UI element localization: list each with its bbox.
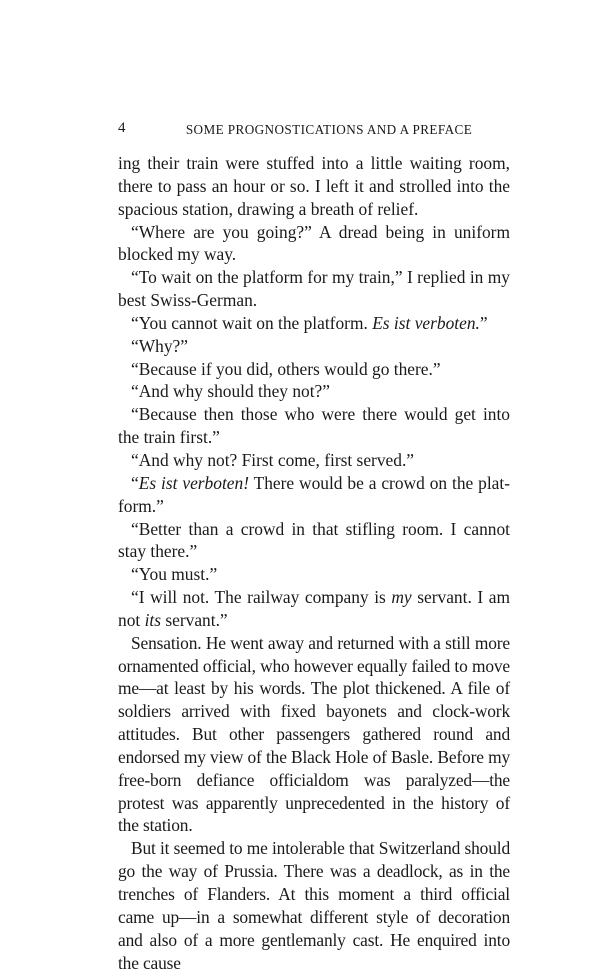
italic-phrase: Es ist verboten. <box>372 312 480 333</box>
paragraph: “And why should they not?” <box>131 381 330 402</box>
paragraph: “Why?” <box>131 335 188 356</box>
running-head: SOME PROGNOSTICATIONS AND A PREFACE <box>185 122 473 137</box>
paragraph: But it seemed to me intolerable that Switzerland should go the way of Prussia. There was a deadlock, as in the trenches of Flanders. At this moment a third official came up—in a somewhat different style of decoration and also of a more gentlemanly cast. He enquired into the cause <box>118 838 510 973</box>
paragraph: “Better than a crowd in that stifling room. I cannot stay there.” <box>118 518 510 562</box>
body-text <box>118 152 510 974</box>
paragraph: “You cannot wait on the platform. Es ist verboten.” <box>131 312 488 333</box>
paragraph: Sensation. He went away and returned with a still more ornamented official, who however equally failed to move me—at least by his words. The plot thickened. A file of soldiers arrived with fixed bayonets and clock-work attitudes. But other passengers gathered round and endorsed my view of the Black Hole of Basle. Before my free-born defiance officialdom was paralyzed—the protest was apparently unprecedented in the history of the station. <box>118 632 510 836</box>
page-number: 4 <box>118 120 126 136</box>
paragraph: ing their train were stuffed into a little waiting room, there to pass an hour or so. I left it and strolled into the spacious station, drawing a breath of relief. <box>118 153 510 219</box>
paragraph: “To wait on the platform for my train,” I replied in my best Swiss-German. <box>118 267 510 311</box>
italic-phrase: Es ist verboten! <box>138 472 249 493</box>
page-header <box>118 118 510 142</box>
italic-word: its <box>144 609 162 630</box>
italic-word: my <box>391 587 412 608</box>
paragraph: “Because if you did, others would go there.” <box>131 358 441 379</box>
paragraph: “I will not. The railway company is my servant. I am not its servant.” <box>118 587 510 630</box>
paragraph: “And why not? First come, first served.” <box>131 449 415 470</box>
paragraph: “Es ist verboten! There would be a crowd on the plat-form.” <box>118 472 511 516</box>
paragraph: “Because then those who were there would get into the train first.” <box>118 404 510 448</box>
paragraph: “You must.” <box>131 564 218 585</box>
paragraph: “Where are you going?” A dread being in uniform blocked my way. <box>118 221 510 265</box>
